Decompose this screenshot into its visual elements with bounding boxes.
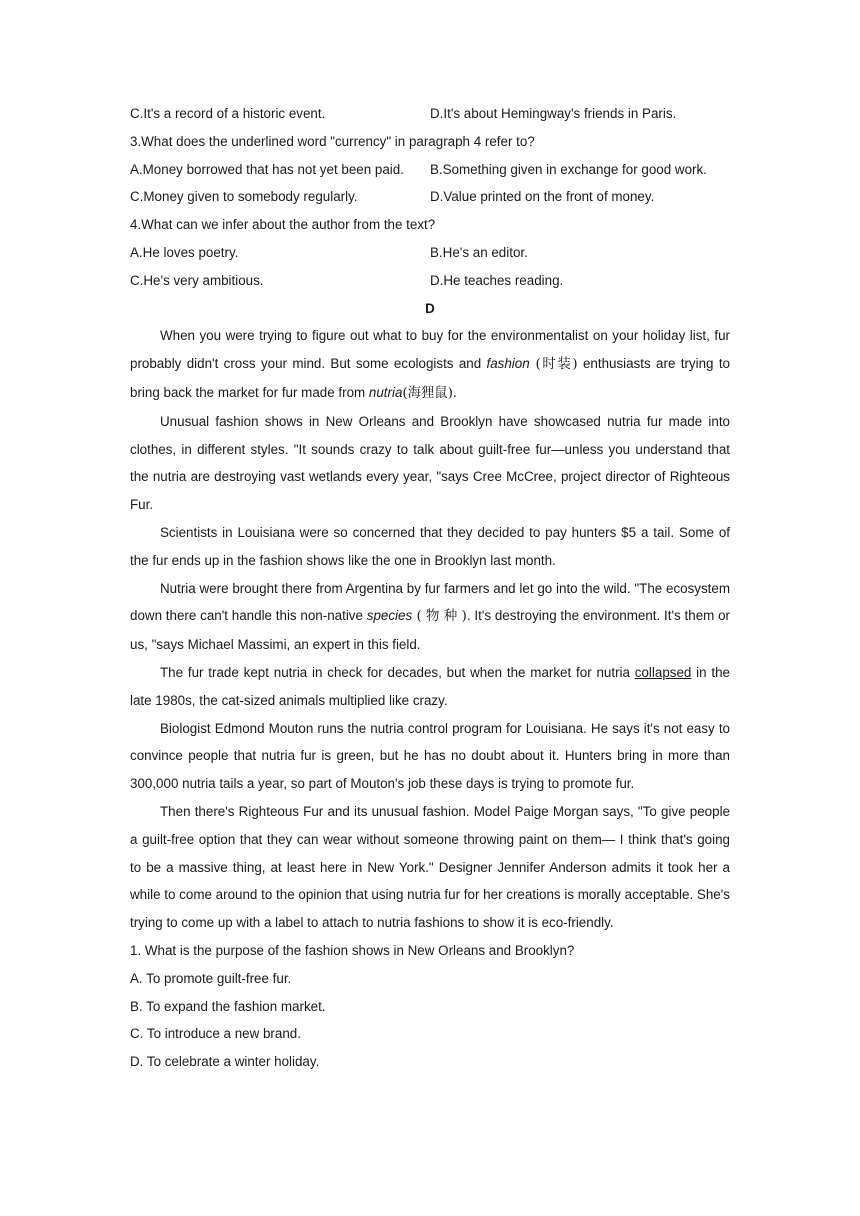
paragraph-text: enthusiasts are trying to bring back the market for fur made from (130, 356, 730, 400)
paragraph-text: in the late 1980s, the cat-sized animals multiplied like crazy. (130, 664, 731, 708)
option-d: D.He teaches reading. (430, 272, 564, 288)
q2-options-cd (130, 100, 730, 128)
paragraph-4 (130, 575, 730, 659)
option-c: C.Money given to somebody regularly. (130, 189, 358, 205)
paragraph-5 (130, 659, 730, 715)
paragraph-1 (130, 322, 730, 407)
option-c: C.He's very ambitious. (130, 272, 264, 288)
section-heading: D (425, 300, 435, 316)
paragraph-text: . It's destroying the environment. It's them or us, "says Michael Massimi, an expert in this field. (130, 608, 730, 653)
option-d: D.Value printed on the front of money. (430, 189, 655, 205)
glossed-word-fashion: fashion (486, 356, 530, 372)
option-c: C.It's a record of a historic event. (130, 106, 326, 121)
glossed-word-nutria: nutria (368, 384, 403, 400)
question-stem: 1. What is the purpose of the fashion shows in New Orleans and Brooklyn? (130, 942, 575, 958)
paragraph-7: Then there's Righteous Fur and its unusual fashion. Model Paige Morgan says, "To give people a guilt-free option that they can wear without someone throwing paint on them— I think that's going to be a massive thing, at least here in New York." Designer Jennifer Anderson admits it took her a while to come around to the opinion that using nutria fur for her creations is morally acceptable. She's trying to come up with a label to attach to nutria fashions to show it is eco-friendly. (130, 803, 730, 931)
question-stem: 4.What can we infer about the author from the text? (130, 217, 436, 233)
q3-options-ab (130, 156, 730, 184)
option-c: C. To introduce a new brand. (130, 1026, 301, 1042)
q4-options-cd (130, 267, 730, 295)
paragraph-6: Biologist Edmond Mouton runs the nutria control program for Louisiana. He says it's not easy to convince people that nutria fur is green, but he has no doubt about it. Hunters bring in more than 300,000 nutria tails a year, so part of Mouton's job these days is trying to promote fur. (130, 720, 730, 792)
glossed-word-species: species (366, 608, 413, 624)
gloss-nutria: (海狸鼠) (402, 385, 454, 401)
option-d: D. To celebrate a winter holiday. (130, 1054, 320, 1070)
gloss-species: ( 物 种 ) (412, 609, 467, 625)
document-page (130, 100, 730, 1076)
gloss-fashion: (时装) (529, 357, 578, 373)
q4-options-ab (130, 239, 730, 267)
underlined-word-collapsed: collapsed (634, 664, 692, 680)
paragraph-text: The fur trade kept nutria in check for decades, but when the market for nutria (160, 664, 635, 680)
option-a: A. To promote guilt-free fur. (130, 970, 292, 986)
paragraph-text: . (453, 384, 457, 400)
paragraph-2: Unusual fashion shows in New Orleans and Brooklyn have showcased nutria fur made into clothes, in different styles. "It sounds crazy to talk about guilt-free fur—unless you understand that the nutria are destroying vast wetlands every year, "says Cree McCree, project director of Righteous Fur. (130, 413, 730, 513)
option-b: B.Something given in exchange for good work. (430, 161, 707, 177)
option-b: B. To expand the fashion market. (130, 998, 326, 1014)
option-a: A.Money borrowed that has not yet been paid. (130, 161, 404, 177)
paragraph-3: Scientists in Louisiana were so concerned that they decided to pay hunters $5 a tail. Some of the fur ends up in the fashion shows like the one in Brooklyn last month. (130, 524, 730, 568)
paragraph-text: When you were trying to figure out what to buy for the environmentalist on your holiday list, fur probably didn't cross your mind. But some ecologists and (130, 328, 730, 372)
q3-options-cd (130, 183, 730, 211)
option-b: B.He's an editor. (430, 244, 528, 260)
question-stem: 3.What does the underlined word "currency" in paragraph 4 refer to? (130, 133, 535, 149)
option-a: A.He loves poetry. (130, 244, 239, 260)
paragraph-text: Nutria were brought there from Argentina by fur farmers and let go into the wild. "The ecosystem down there can't handle this non-native (130, 580, 730, 624)
option-d: D.It's about Hemingway's friends in Paris. (430, 106, 677, 121)
